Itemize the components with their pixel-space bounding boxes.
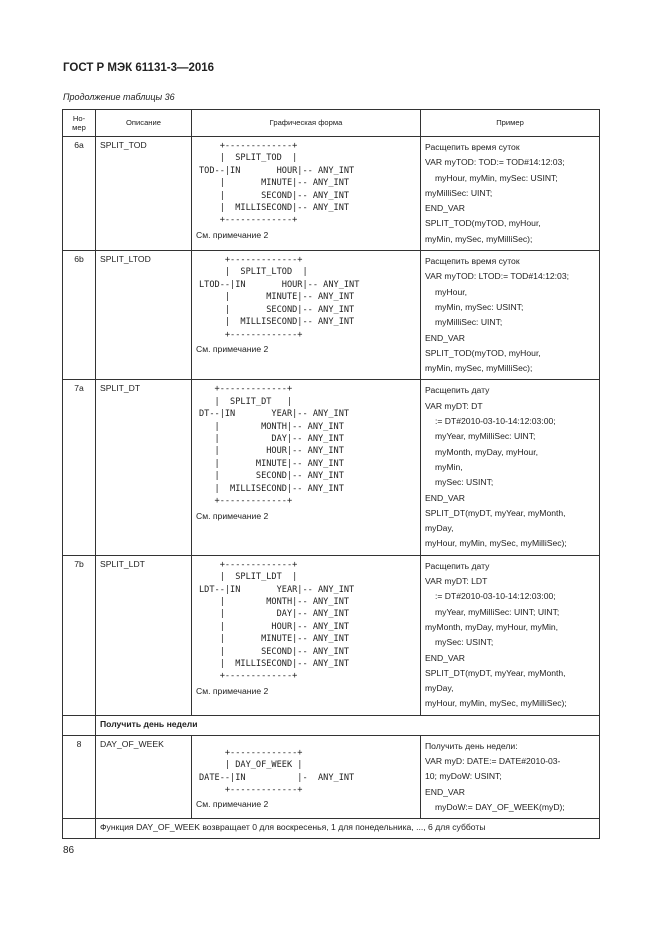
row-note: См. примечание 2 (196, 799, 269, 810)
table-row (63, 137, 600, 251)
row-graphic (192, 380, 421, 555)
function-block-diagram: +-------------+ | SPLIT_LDT | LDT--|IN YEAR|-- ANY_INT | MONTH|-- ANY_INT | DAY|-- ANY_INT | HOUR|-- ANY_INT | MINUTE|-- ANY_INT | SECOND|-- ANY_INT | MILLISECOND|-- ANY_INT +-------------+ (199, 559, 355, 682)
table-row (63, 380, 600, 555)
row-note: См. примечание 2 (196, 343, 269, 354)
row-example: Получить день недели: VAR myD: DATE:= DATE#2010-03- 10; myDoW: USINT; END_VAR myDoW:= DAY_OF_WEEK(myD); (421, 735, 600, 818)
function-block-diagram: +-------------+ | SPLIT_TOD | TOD--|IN HOUR|-- ANY_INT | MINUTE|-- ANY_INT | SECOND|-- ANY_INT | MILLISECOND|-- ANY_INT +-------------+ (199, 141, 355, 226)
row-number: 7b (63, 555, 96, 715)
row-graphic (192, 137, 421, 251)
function-table (62, 109, 600, 839)
function-block-diagram: +-------------+ | SPLIT_DT | DT--|IN YEAR|-- ANY_INT | MONTH|-- ANY_INT | DAY|-- ANY_INT | HOUR|-- ANY_INT | MINUTE|-- ANY_INT | SECOND|-- ANY_INT | MILLISECOND|-- ANY_INT +-------------+ (199, 384, 350, 507)
row-description: SPLIT_DT (96, 380, 192, 555)
footer-number-cell (63, 819, 96, 839)
section-number-cell (63, 715, 96, 735)
row-number: 6a (63, 137, 96, 251)
table-row (63, 251, 600, 380)
page-number: 86 (63, 845, 75, 856)
row-number: 7a (63, 380, 96, 555)
row-example: Расщепить дату VAR myDT: LDT := DT#2010-03-10-14:12:03:00; myYear, myMilliSec: UINT; UINT; myMonth, myDay, myHour, myMin, mySec: USINT; END_VAR SPLIT_DT(myDT, myYear, myMonth, myDay, myHour, myMin, mySec, myMilliSec); (421, 555, 600, 715)
row-example: Расщепить дату VAR myDT: DT := DT#2010-03-10-14:12:03:00; myYear, myMilliSec: UINT; myMonth, myDay, myHour, myMin, mySec: USINT; END_VAR SPLIT_DT(myDT, myYear, myMonth, myDay, myHour, myMin, mySec, myMilliSec); (421, 380, 600, 555)
row-number: 8 (63, 735, 96, 818)
table-header-row (63, 110, 600, 137)
row-description: DAY_OF_WEEK (96, 735, 192, 818)
table-continuation-label: Продолжение таблицы 36 (63, 92, 175, 102)
document-header: ГОСТ Р МЭК 61131-3—2016 (63, 62, 215, 74)
section-row (63, 715, 600, 735)
column-header-graphic: Графическая форма (192, 110, 421, 137)
row-note: См. примечание 2 (196, 510, 269, 521)
row-example: Расщепить время суток VAR myTOD: LTOD:= TOD#14:12:03; myHour, myMin, mySec: USINT; myMilliSec: UINT; END_VAR SPLIT_TOD(myTOD, myHour, myMin, mySec, myMilliSec); (421, 251, 600, 380)
row-description: SPLIT_LDT (96, 555, 192, 715)
row-note: См. примечание 2 (196, 229, 269, 240)
table-row (63, 735, 600, 818)
footer-note: Функция DAY_OF_WEEK возвращает 0 для воскресенья, 1 для понедельника, ..., 6 для субботы (96, 819, 600, 839)
row-description: SPLIT_LTOD (96, 251, 192, 380)
row-description: SPLIT_TOD (96, 137, 192, 251)
section-title: Получить день недели (96, 715, 600, 735)
row-note: См. примечание 2 (196, 685, 269, 696)
row-number: 6b (63, 251, 96, 380)
function-block-diagram: +-------------+ | DAY_OF_WEEK | DATE--|IN |- ANY_INT +-------------+ (199, 747, 355, 795)
column-header-description: Описание (96, 110, 192, 137)
table-row (63, 555, 600, 715)
row-example: Расщепить время суток VAR myTOD: TOD:= TOD#14:12:03; myHour, myMin, mySec: USINT; myMilliSec: UINT; END_VAR SPLIT_TOD(myTOD, myHour, myMin, mySec, myMilliSec); (421, 137, 600, 251)
function-block-diagram: +-------------+ | SPLIT_LTOD | LTOD--|IN HOUR|-- ANY_INT | MINUTE|-- ANY_INT | SECOND|-- ANY_INT | MILLISECOND|-- ANY_INT +-------------+ (199, 255, 360, 340)
footer-row (63, 819, 600, 839)
column-header-example: Пример (421, 110, 600, 137)
row-graphic (192, 735, 421, 818)
column-header-number: Но- мер (63, 110, 96, 137)
row-graphic (192, 251, 421, 380)
row-graphic (192, 555, 421, 715)
